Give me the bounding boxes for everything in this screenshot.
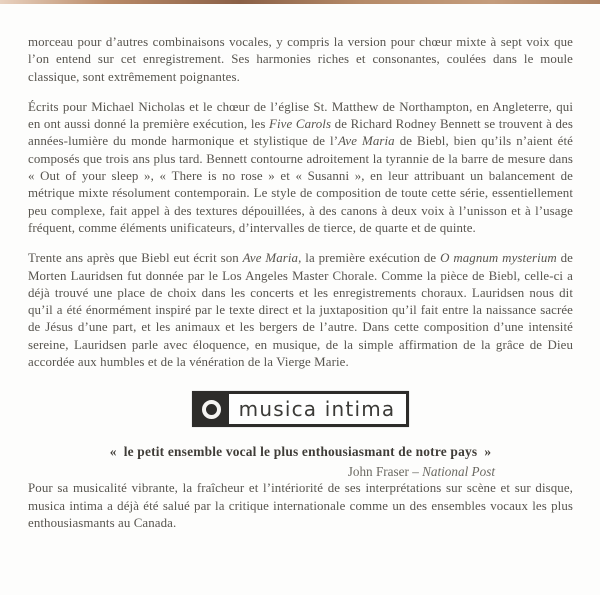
logo-wordmark: musica intima bbox=[238, 397, 396, 422]
paragraph-1: morceau pour d’autres combinaisons vocales, y compris la version pour chœur mixte à sept voix que l’on entend sur cet enregistrement. Ses harmonies riches et consonantes, coulées dans le moule classique, sont extrêmement poignantes. bbox=[28, 35, 573, 84]
press-quote: « le petit ensemble vocal le plus enthousiasmant de notre pays » bbox=[109, 444, 492, 460]
paragraph-2: Écrits pour Michael Nicholas et le chœur de l’église St. Matthew de Northampton, en Angleterre, qui en ont aussi donné la première exécution, les Five Carols de Richard Rodney Bennett se trouvent à des années-lumière du monde harmonique et stylistique de l’Ave Maria de Biebl, bien qu’ils n’aient été composés que trois ans plus tard. Bennett contourne adroitement la tyrannie de la barre de mesure dans « Out of your sleep », « There is no rose » et « Susanni », en leur attribuant un balancement de métrique mixte résolument contemporain. Le style de composition de toute cette série, essentiellement peu complexe, fait appel à des textures dépouillées, à des canons à deux voix à l’unisson et à l’usage fréquent, comme éléments unificateurs, d’intervalles de tierce, de quarte et de quinte. bbox=[28, 99, 574, 235]
logo-frame bbox=[192, 391, 410, 427]
quote-attribution bbox=[28, 464, 573, 480]
paragraph-4: Pour sa musicalité vibrante, la fraîcheur et l’intériorité de ses interprétations sur scène et sur disque, musica intima a déjà été salué par la critique internationale comme un des ensembles vocaux les plus enthousiasmants au Canada. bbox=[28, 481, 573, 530]
circle-ring-icon bbox=[202, 400, 221, 419]
logo-mark-block bbox=[195, 394, 229, 424]
page-top-edge bbox=[0, 0, 600, 4]
attribution-source: National Post bbox=[422, 464, 495, 480]
musica-intima-logo bbox=[28, 391, 573, 427]
attribution-name: John Fraser – bbox=[347, 464, 423, 480]
paragraph-3: Trente ans après que Biebl eut écrit son Ave Maria, la première exécution de O magnum mysterium de Morten Lauridsen fut donnée par le Los Angeles Master Chorale. Comme la pièce de Biebl, celle-ci a déjà trouvé une place de choix dans les concerts et les enregistrements choraux. Lauridsen nous dit qu’il a été énormément inspiré par le texte direct et la juxtaposition qu’il fait entre la naissance sacrée de Jésus d’une part, et les animaux et les bergers de l’autre. Dans cette composition d’une intensité sereine, Lauridsen parle avec éloquence, en musique, de la simple affirmation de la grâce de Dieu accordée aux humbles et de la vénération de la Vierge Marie. bbox=[28, 251, 573, 370]
